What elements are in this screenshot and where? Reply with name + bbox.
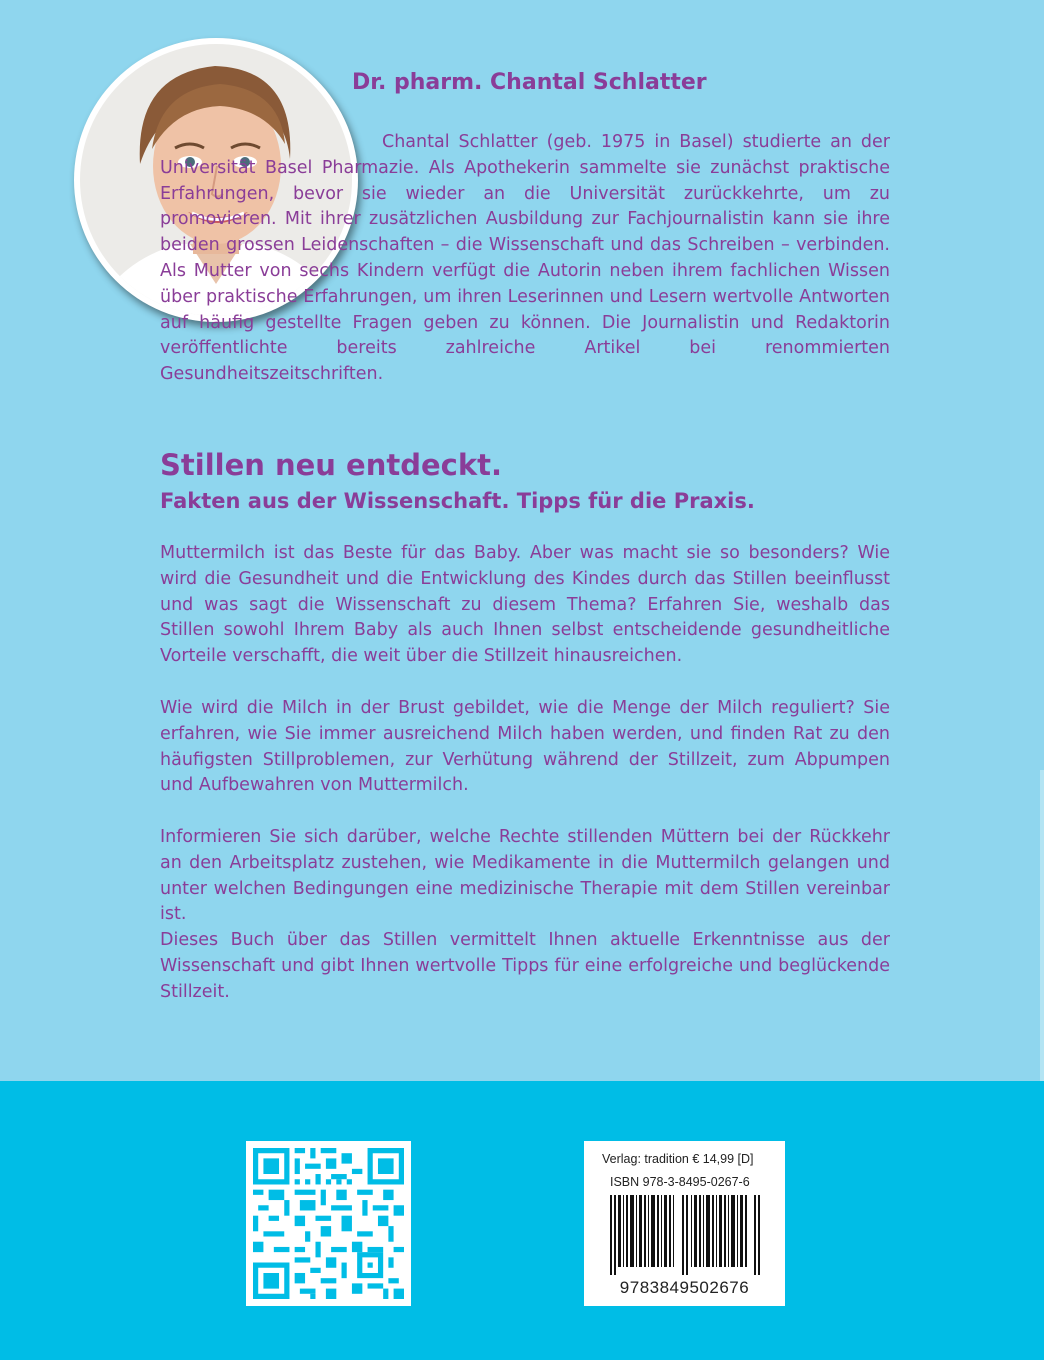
description-paragraph-1: Muttermilch ist das Beste für das Baby. Aber was macht sie so besonders? Wie wird die Gesundheit und die Entwicklung des Kindes durch das Stillen beeinflusst und was sagt die Wissenschaft zu diesem Thema? Erfahren Sie, weshalb das Stillen sowohl Ihrem Baby als auch Ihnen selbst entscheidende gesundheitliche Vorteile verschafft, die weit über die Stillzeit hinausreichen. xyxy=(160,543,890,667)
isbn-text: ISBN 978-3-8495-0267-6 xyxy=(610,1175,750,1189)
description-paragraph-4: Dieses Buch über das Stillen vermittelt Ihnen aktuelle Erkenntnisse aus der Wissenschaft und gibt Ihnen wertvolle Tipps für eine erfolgreiche und beglückende Stillzeit. xyxy=(160,930,890,1002)
publisher-price: Verlag: tradition € 14,99 [D] xyxy=(602,1152,754,1166)
book-title: Stillen neu entdeckt. xyxy=(160,448,502,482)
author-bio-text: Chantal Schlatter (geb. 1975 in Basel) studierte an der Universität Basel Pharmazie. Als Apothekerin sammelte sie zunächst praktische Erfahrungen, bevor sie wieder an die Universität zurückkehrte, um zu promovieren. Mit ihrer zusätzlichen Ausbildung zur Fachjournalistin kann sie ihre beiden grossen Leidenschaften – die Wissenschaft und das Schreiben – verbinden. Als Mutter von sechs Kindern verfügt die Autorin neben ihrem fachlichen Wissen über praktische Erfahrungen, um ihren Leserinnen und Lesern wertvolle Antworten auf häufig gestellte Fragen geben zu können. Die Journalistin und Redaktorin veröffentlichte bereits zahlreiche Artikel bei renommierten Gesundheitszeitschriften. xyxy=(160,132,890,385)
qr-code-icon xyxy=(253,1148,404,1299)
author-bio xyxy=(160,130,890,388)
cover-bottom-band xyxy=(0,1081,1044,1360)
cover-edge xyxy=(1040,770,1044,1081)
barcode-icon xyxy=(610,1195,760,1275)
qr-code[interactable] xyxy=(246,1141,411,1306)
description-paragraph-3: Informieren Sie sich darüber, welche Rechte stillenden Müttern bei der Rückkehr an den Arbeitsplatz zustehen, wie Medikamente in die Muttermilch gelangen und unter welchen Bedingungen eine medizinische Therapie mit dem Stillen vereinbar ist. xyxy=(160,827,890,925)
book-subtitle: Fakten aus der Wissenschaft. Tipps für die Praxis. xyxy=(160,489,755,513)
barcode-digits: 9783849502676 xyxy=(619,1278,750,1297)
description-paragraph-2: Wie wird die Milch in der Brust gebildet, wie die Menge der Milch reguliert? Sie erfahren, wie Sie immer ausreichend Milch haben werden, und finden Rat zu den häufigsten Stillproblemen, zur Verhütung während der Stillzeit, zum Abpumpen und Aufbewahren von Muttermilch. xyxy=(160,698,890,796)
author-name: Dr. pharm. Chantal Schlatter xyxy=(352,70,707,95)
barcode-label xyxy=(584,1141,785,1306)
